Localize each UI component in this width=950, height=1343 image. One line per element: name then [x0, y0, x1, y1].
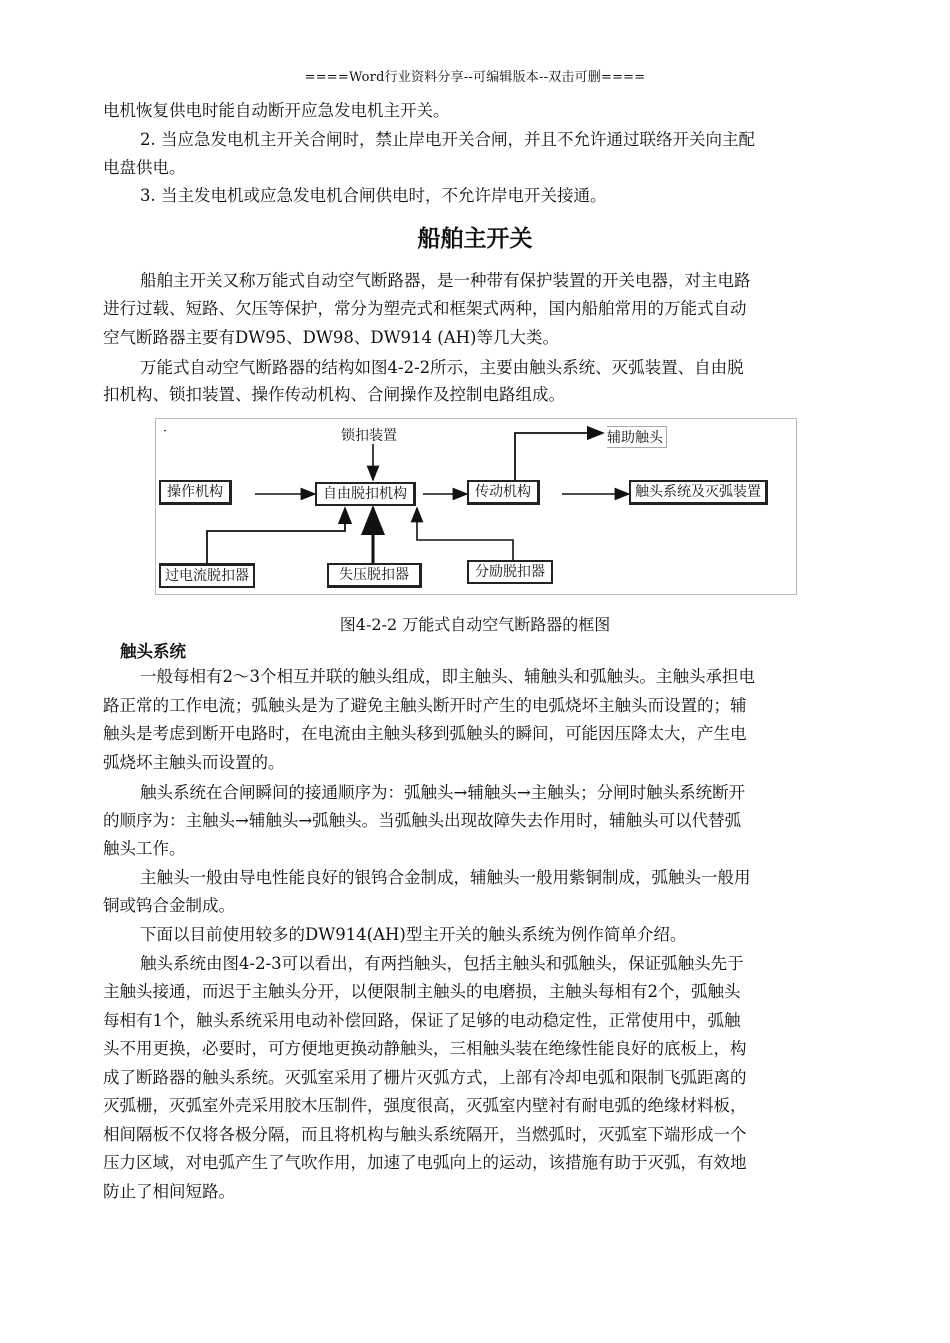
p5-line: 铜或钨合金制成。 — [103, 896, 235, 915]
overcurrent-box — [159, 563, 255, 588]
p1-line: 空气断路器主要有DW95、DW98、DW914 (AH)等几大类。 — [103, 328, 559, 347]
undervoltage-box — [327, 563, 422, 588]
shunt-release-label: 分励脱扣器 — [475, 564, 545, 580]
contact-arc-label: 触头系统及灭弧装置 — [635, 484, 761, 500]
p1-line: 船舶主开关又称万能式自动空气断路器，是一种带有保护装置的开关电器，对主电路 — [140, 271, 751, 290]
p3-line: 弧烧坏主触头而设置的。 — [103, 753, 285, 772]
p3-line: 触头是考虑到断开电路时，在电流由主触头移到弧触头的瞬间，可能因压降太大，产生电 — [103, 724, 747, 743]
intro-line-1: 电机恢复供电时能自动断开应急发电机主开关。 — [103, 101, 450, 120]
shunt-release-box — [467, 560, 553, 584]
p5-line: 主触头一般由导电性能良好的银钨合金制成，辅触头一般用紫铜制成，弧触头一般用 — [140, 868, 751, 887]
op-mechanism-label: 操作机构 — [167, 484, 223, 500]
p4-line: 触头工作。 — [103, 839, 186, 858]
p2-line: 万能式自动空气断路器的结构如图4-2-2所示，主要由触头系统、灭弧装置、自由脱 — [140, 358, 744, 377]
p4-line: 的顺序为：主触头→辅触头→弧触头。当弧触头出现故障失去作用时，辅触头可以代替弧 — [103, 811, 742, 830]
p3-line: 路正常的工作电流；弧触头是为了避免主触头断开时产生的电弧烧坏主触头而设置的；辅 — [103, 696, 747, 715]
free-trip-label: 自由脱扣机构 — [323, 486, 407, 502]
p7-line: 压力区域，对电弧产生了气吹作用，加速了电弧向上的运动，该措施有助于灭弧，有效地 — [103, 1153, 747, 1172]
p7-line: 头不用更换，必要时，可方便地更换动静触头，三相触头装在绝缘性能良好的底板上，构 — [103, 1039, 747, 1058]
p7-line: 主触头接通，而迟于主触头分开，以便限制主触头的电磨损，主触头每相有2个，弧触头 — [103, 982, 741, 1001]
p7-line: 触头系统由图4-2-3可以看出，有两挡触头，包括主触头和弧触头，保证弧触头先于 — [140, 954, 744, 973]
block-diagram — [155, 418, 798, 596]
arrow-over-to-free — [207, 508, 345, 563]
p6-line: 下面以目前使用较多的DW914(AH)型主开关的触头系统为例作简单介绍。 — [140, 925, 687, 944]
p7-line: 灭弧栅，灭弧室外壳采用胶木压制件，强度很高，灭弧室内壁衬有耐电弧的绝缘材料板， — [103, 1096, 747, 1115]
contact-arc-box — [629, 480, 768, 505]
diagram-dot: · — [163, 424, 167, 438]
transmission-label: 传动机构 — [475, 484, 531, 500]
aux-contact-label: 辅助触头 — [607, 426, 667, 448]
intro-item-2: 2. 当应急发电机主开关合闸时，禁止岸电开关合闸，并且不允许通过联络开关向主配 — [140, 130, 755, 149]
intro-item-3: 3. 当主发电机或应急发电机合闸供电时，不允许岸电开关接通。 — [140, 186, 607, 205]
lock-label: 锁扣装置 — [341, 428, 397, 444]
page-header-banner: ====Word行业资料分享--可编辑版本--双击可删==== — [304, 70, 646, 85]
p7-line: 相间隔板不仅将各极分隔，而且将机构与触头系统隔开，当燃弧时，灭弧室下端形成一个 — [103, 1125, 747, 1144]
p7-line: 每相有1个，触头系统采用电动补偿回路，保证了足够的电动稳定性，正常使用中，弧触 — [103, 1011, 741, 1030]
p3-line: 一般每相有2～3个相互并联的触头组成，即主触头、辅触头和弧触头。主触头承担电 — [140, 667, 755, 686]
p2-line: 扣机构、锁扣装置、操作传动机构、合闸操作及控制电路组成。 — [103, 385, 565, 404]
free-trip-box — [315, 482, 416, 506]
p4-line: 触头系统在合闸瞬间的接通顺序为：弧触头→辅触头→主触头；分闸时触头系统断开 — [140, 783, 746, 802]
figure-caption: 图4-2-2 万能式自动空气断路器的框图 — [339, 615, 611, 634]
section-title: 船舶主开关 — [417, 226, 533, 252]
op-mechanism-box — [159, 480, 232, 505]
arrow-trans-to-aux — [515, 433, 603, 482]
section-heading-contacts: 触头系统 — [120, 642, 186, 661]
arrow-shunt-to-free — [417, 508, 513, 560]
overcurrent-label: 过电流脱扣器 — [165, 568, 249, 584]
transmission-box — [467, 480, 540, 505]
p1-line: 进行过载、短路、欠压等保护，常分为塑壳式和框架式两种，国内船舶常用的万能式自动 — [103, 299, 747, 318]
p7-line: 成了断路器的触头系统。灭弧室采用了栅片灭弧方式，上部有冷却电弧和限制飞弧距离的 — [103, 1068, 747, 1087]
intro-line-3: 电盘供电。 — [103, 158, 186, 177]
p7-line: 防止了相间短路。 — [103, 1182, 235, 1201]
undervoltage-label: 失压脱扣器 — [339, 567, 409, 583]
